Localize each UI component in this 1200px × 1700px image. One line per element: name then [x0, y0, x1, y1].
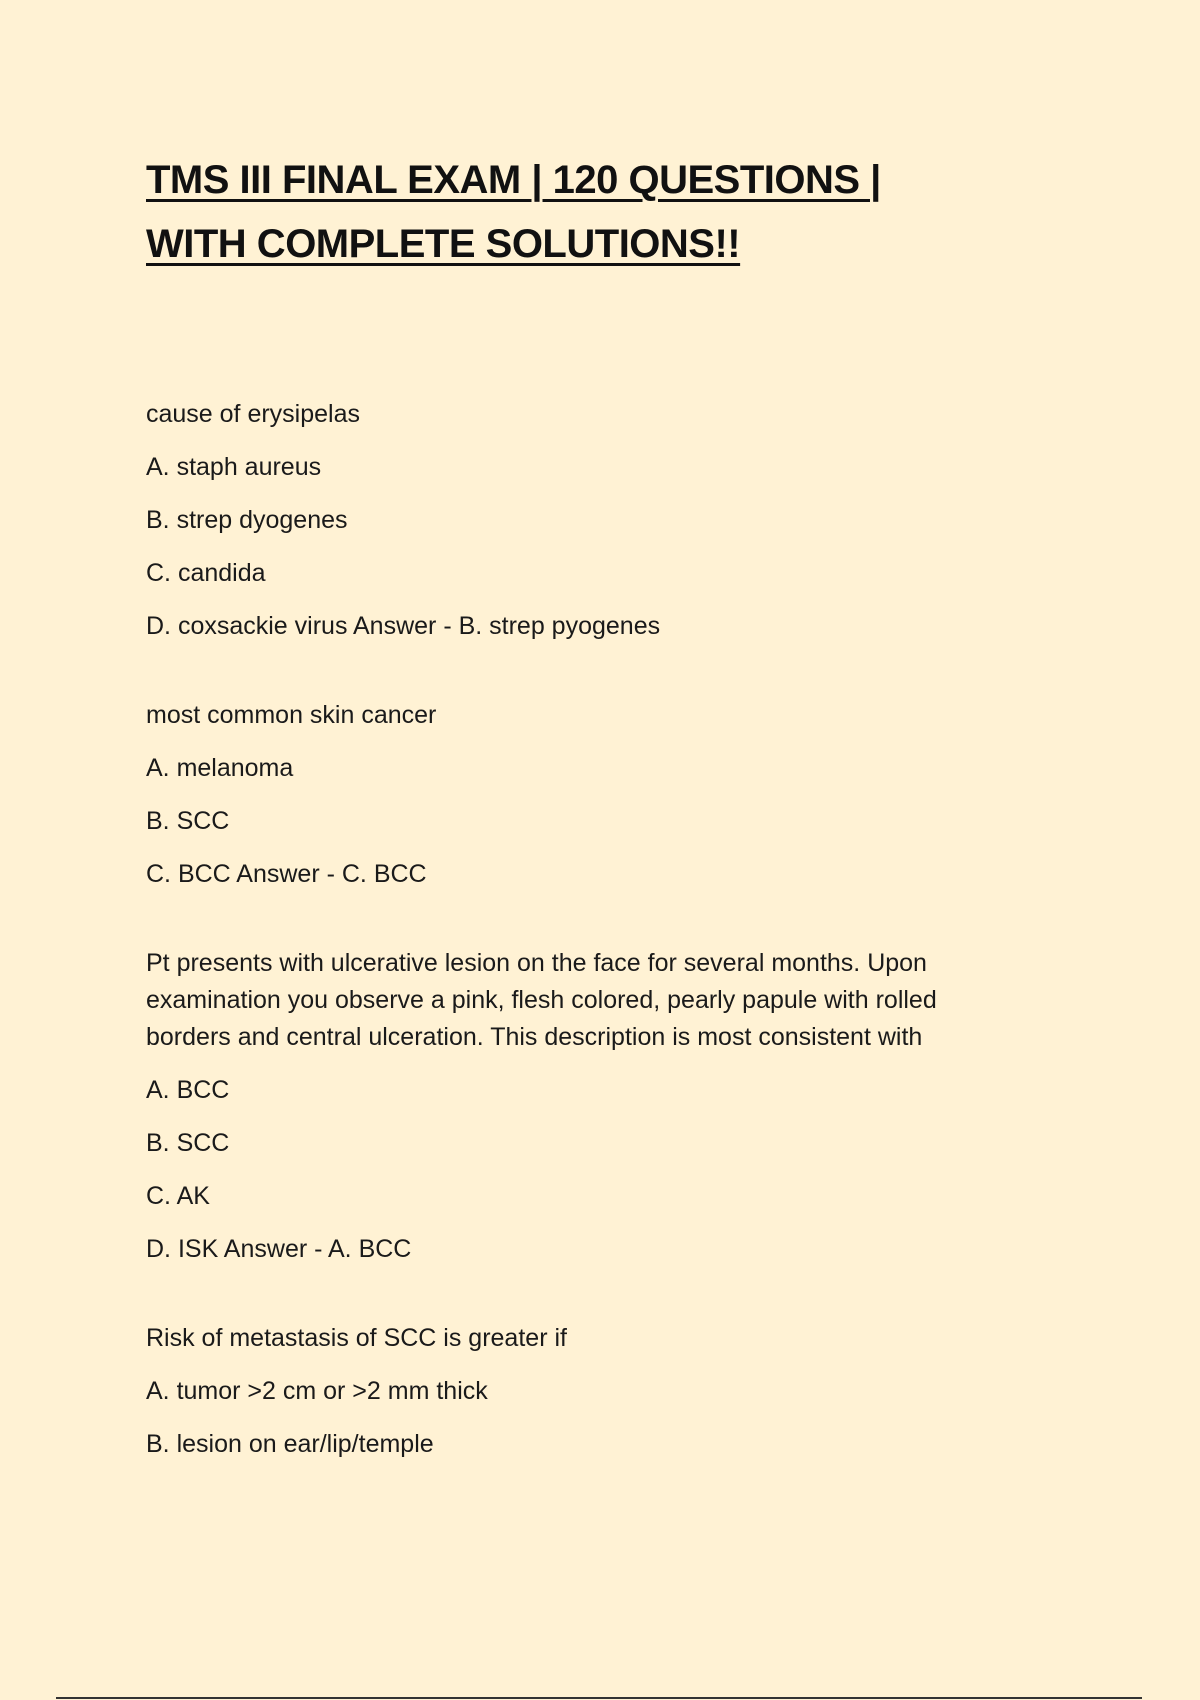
question-2-option-c-answer: C. BCC Answer - C. BCC	[146, 860, 427, 888]
question-1-stem: cause of erysipelas	[146, 400, 361, 428]
question-4	[146, 1320, 1046, 1463]
question-2-option-a: A. melanoma	[146, 754, 294, 782]
question-3-stem	[146, 945, 1046, 1056]
question-1-option-b: B. strep dyogenes	[146, 506, 348, 534]
question-4-stem: Risk of metastasis of SCC is greater if	[146, 1324, 567, 1352]
question-1-option-a: A. staph aureus	[146, 453, 322, 481]
question-3-stem-line-3: borders and central ulceration. This description is most consistent with	[146, 1023, 923, 1051]
question-3-option-b: B. SCC	[146, 1129, 230, 1157]
question-4-option-a: A. tumor >2 cm or >2 mm thick	[146, 1377, 488, 1405]
question-3-option-d-answer: D. ISK Answer - A. BCC	[146, 1235, 412, 1263]
question-2-option-b: B. SCC	[146, 807, 230, 835]
question-list	[146, 396, 1046, 1515]
question-1-option-d-answer: D. coxsackie virus Answer - B. strep pyogenes	[146, 612, 661, 640]
question-4-option-b: B. lesion on ear/lip/temple	[146, 1430, 434, 1458]
question-3	[146, 945, 1046, 1268]
question-3-stem-line-1: Pt presents with ulcerative lesion on the face for several months. Upon	[146, 949, 927, 977]
question-2-stem: most common skin cancer	[146, 701, 437, 729]
title-line-2: WITH COMPLETE SOLUTIONS!!	[146, 222, 741, 266]
question-2	[146, 697, 1046, 893]
question-3-option-a: A. BCC	[146, 1076, 230, 1104]
question-1-option-c: C. candida	[146, 559, 266, 587]
question-1	[146, 396, 1046, 645]
question-3-stem-line-2: examination you observe a pink, flesh colored, pearly papule with rolled	[146, 986, 937, 1014]
page-bottom-rule	[56, 1697, 1142, 1699]
question-3-option-c: C. AK	[146, 1182, 210, 1210]
document-title	[146, 148, 1046, 276]
title-line-1: TMS III FINAL EXAM | 120 QUESTIONS |	[146, 158, 881, 202]
